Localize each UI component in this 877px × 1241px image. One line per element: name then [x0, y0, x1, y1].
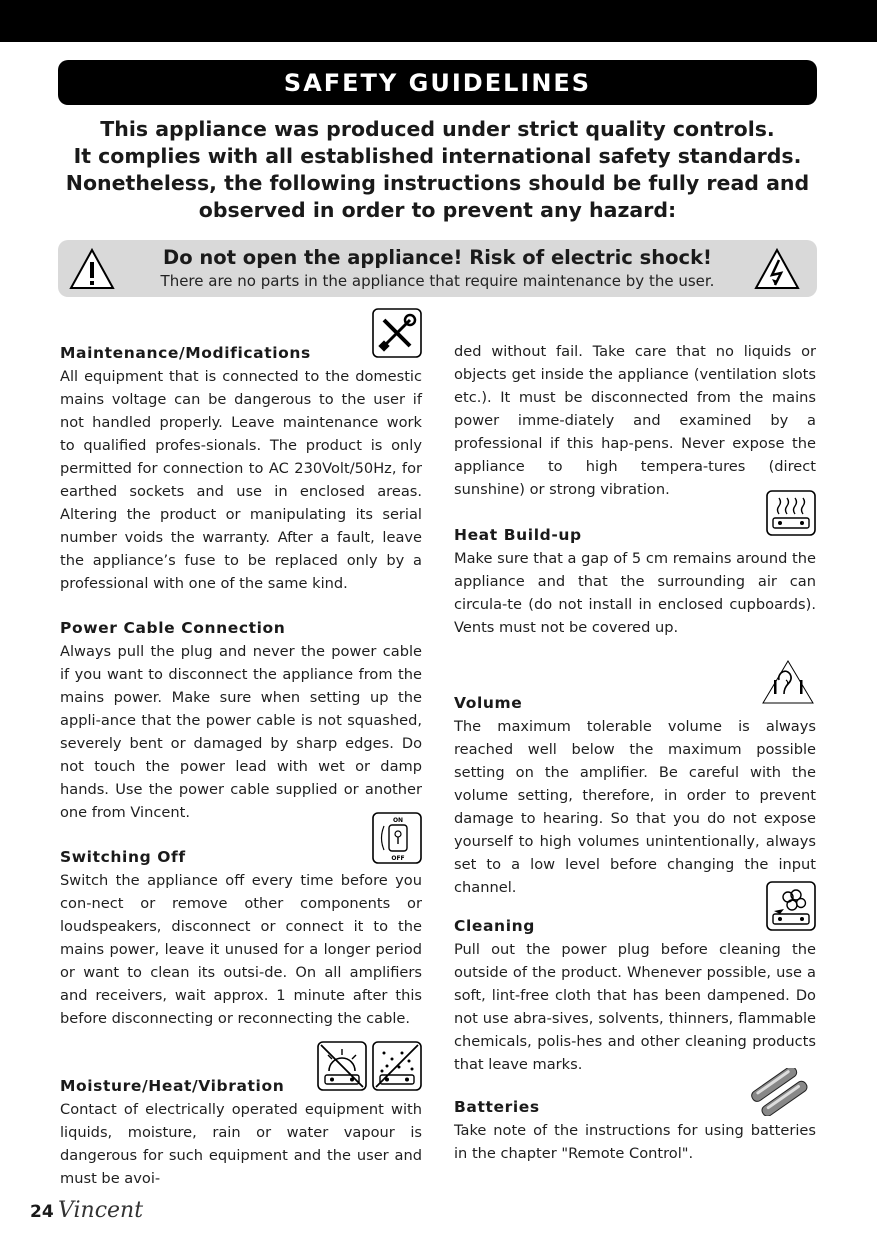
switch-off-label: OFF [391, 855, 405, 862]
section-title: Power Cable Connection [60, 619, 286, 637]
intro-line: It complies with all established international safety standards. [73, 144, 802, 168]
section-moisture [60, 1041, 422, 1190]
no-water-icon [372, 1041, 422, 1091]
intro-line: observed in order to prevent any hazard: [198, 198, 677, 222]
intro-line: This appliance was produced under strict quality controls. [100, 117, 775, 141]
batteries-icon [746, 1068, 816, 1116]
section-body: Always pull the plug and never the power cable if you want to disconnect the appliance from the mains power. Make sure when setting up the appli-ance that the power cable is not squashed, severely bent or damaged by sharp edges. Do not touch the power lead with wet or damp hands. Use the power cable supplied or another one from Vincent. [60, 643, 422, 821]
section-title: Cleaning [454, 917, 535, 935]
section-power-cable [60, 583, 422, 824]
section-body: All equipment that is connected to the domestic mains voltage can be dangerous to the user if not handled properly. Leave maintenance work to qualified profes-sionals. The product is only permitted for connection to AC 230Volt/50Hz, for earthed sockets and use in enclosed areas. Altering the product or manipulating its serial number voids the warranty. After a fault, leave the appliance’s fuse to be replaced only by a professional with one of the same kind. [60, 368, 422, 592]
intro-line: Nonetheless, the following instructions should be fully read and [65, 171, 810, 195]
section-title: Switching Off [60, 848, 186, 866]
section-switching-off [60, 812, 422, 1030]
top-black-band [0, 0, 877, 42]
section-volume [454, 658, 816, 899]
section-heat [454, 490, 816, 639]
section-body: Take note of the instructions for using batteries in the chapter "Remote Control". [454, 1122, 816, 1162]
brand-logo: Vincent [58, 1198, 144, 1223]
power-switch-icon [372, 812, 422, 864]
intro-statement [58, 116, 817, 224]
heat-icon [766, 490, 816, 536]
moisture-continued-text: ded without fail. Take care that no liquids or objects get inside the appliance (ventilation slots etc.). It must be disconnected from the mains power imme-diately and examined by a professional if this hap-pens. Never expose the appliance to high tempera-tures (direct sunshine) or strong vibration. [454, 343, 816, 498]
tools-icon [372, 308, 422, 358]
section-title: Moisture/Heat/Vibration [60, 1077, 285, 1095]
electric-shock-icon [753, 247, 801, 291]
shock-warning-box [58, 240, 817, 297]
switch-on-label: ON [392, 817, 404, 824]
section-title: Volume [454, 694, 523, 712]
section-body: Pull out the power plug before cleaning the outside of the product. Whenever possible, use a soft, lint-free cloth that has been dampened. Do not use abra-sives, solvents, thinners, flammable chemicals, polis-hes and other cleaning products that leave marks. [454, 941, 816, 1073]
section-maintenance [60, 308, 422, 595]
section-body: Make sure that a gap of 5 cm remains around the appliance and that the surrounding air can circula-te (do not install in enclosed cupboards). Vents must not be covered up. [454, 550, 816, 636]
no-sun-icon [317, 1041, 367, 1091]
section-body: Contact of electrically operated equipment with liquids, moisture, rain or water vapour is dangerous for such equipment and the user and must be avoi- [60, 1101, 422, 1187]
section-cleaning [454, 881, 816, 1076]
cleaning-icon [766, 881, 816, 931]
section-title: Maintenance/Modifications [60, 344, 311, 362]
section-title: Batteries [454, 1098, 540, 1116]
ear-warning-icon [760, 658, 816, 706]
warning-subtitle: There are no parts in the appliance that require maintenance by the user. [160, 272, 715, 290]
warning-title: Do not open the appliance! Risk of electric shock! [163, 246, 712, 269]
section-body: The maximum tolerable volume is always reached well below the maximum possible setting on the amplifier. Be careful with the volume setting, therefore, in order to prevent damage to hearing. So that you do not expose yourself to high volumes unintentionally, always set to a low level before changing the input channel. [454, 718, 816, 896]
section-batteries [454, 1080, 816, 1165]
section-body: Switch the appliance off every time before you con-nect or remove other components or loudspeakers, disconnect or connect it to the mains power, leave it unused for a longer period or want to clean its outsi-de. On all amplifiers and receivers, wait approx. 1 minute after this before disconnecting or reconnecting the cable. [60, 872, 422, 1027]
page-title: SAFETY GUIDELINES [58, 60, 817, 105]
page-number: 24 [30, 1202, 54, 1222]
section-title: Heat Build-up [454, 526, 582, 544]
